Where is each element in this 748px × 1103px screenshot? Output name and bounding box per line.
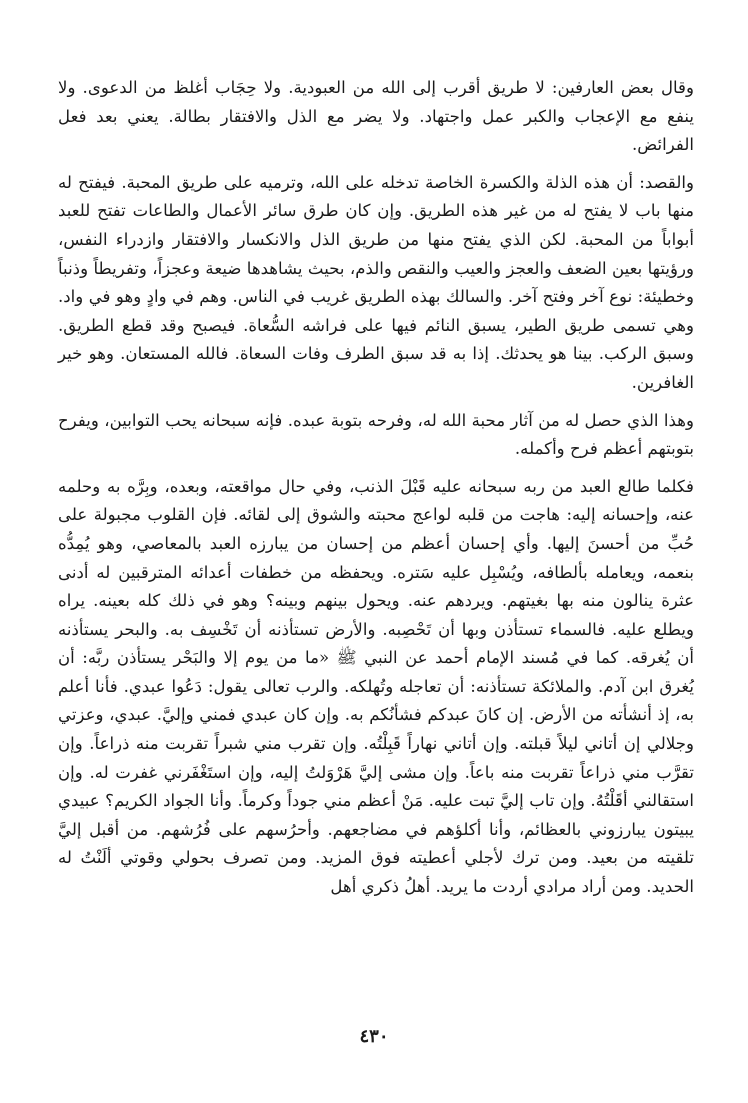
paragraph-2: والقصد: أن هذه الذلة والكسرة الخاصة تدخله على الله، وترميه على طريق المحبة. فيفتح له منها باب لا يفتح له من غير هذه الطريق. وإن كان طرق سائر الأعمال والطاعات تفتح للعبد أبواباً من المحبة. لكن الذي يفتح منها من طريق الذل والانكسار والافتقار وازدراء النفس، ورؤيتها بعين الضعف والعجز والعيب والنقص والذم، بحيث يشاهدها ضيعة وعجزاً، وتفريطاً وذنباً وخطيئة: نوع آخر وفتح آخر. والسالك بهذه الطريق غريب في الناس. وهم في وادٍ وهو في واد. وهي تسمى طريق الطير، يسبق النائم فيها على فراشه السُّعاة. فيصبح وقد قطع الطريق. وسبق الركب. بينا هو يحدثك. إذا به قد سبق الطرف وفات السعاة. فالله المستعان. وهو خير الغافرين. — [58, 172, 694, 392]
paragraph-1: وقال بعض العارفين: لا طريق أقرب إلى الله من العبودية. ولا حِجَاب أغلظ من الدعوى. ولا ينفع مع الإعجاب والكبر عمل واجتهاد. ولا يضر مع الذل والافتقار بطالة. يعني بعد فعل الفرائض. — [58, 78, 694, 155]
page-number: ٤٣٠ — [359, 1026, 389, 1047]
paragraph-4: فكلما طالع العبد من ربه سبحانه عليه قَبْلَ الذنب، وفي حال مواقعته، وبعده، وبِرَّه به وحلمه عنه، وإحسانه إليه: هاجت من قلبه لواعج محبته والشوق إلى لقائه. فإن القلوب مجبولة على حُبِّ من أحسنَ إليها. وأي إحسان أعظم من إحسان من يبارزه العبد بالمعاصي، وهو يُمِدُّه بنعمه، ويعامله بألطافه، ويُسْبِل عليه سَتره. ويحفظه من خطفات أعدائه المترقبين له أدنى عثرة ينالون منه بها بغيتهم. ويردهم عنه. ويحول بينهم وبينه؟ وهو في ذلك كله بعينه. يراه ويطلع عليه. فالسماء تستأذن وبها أن تَحْصِبه. والأرض تستأذنه أن تَخْسِف به. والبحر يستأذنه أن يُغرقه. كما في مُسند الإمام أحمد عن النبي ﷺ «ما من يوم إلا والبَحْر يستأذن ربَّه: أن يُغرق ابن آدم. والملائكة تستأذنه: أن تعاجله وتُهلكه. والرب تعالى يقول: دَعُوا عبدي. فأنا أعلم به، إذ أنشأته من الأرض. إن كانَ عبدكم فشأنُكم به. وإن كان عبدي فمني وإليَّ. عبدي، وعزتي وجلالي إن أتاني ليلاً قبلته. وإن أتاني نهاراً قَبِلْتُه. وإن تقرب مني شبراً تقربت منه ذراعاً. وإن تقرَّب مني ذراعاً تقربت منه باعاً. وإن مشى إليَّ هَرْوَلتُ إليه، وإن استَغْفَرني غفرت له. وإن استقالني أقَلْتُهُ. وإن تاب إليَّ تبت عليه. مَنْ أعظم مني جوداً وكرماً. وأنا الجواد الكريم؟ عبيدي يبيتون يبارزوني بالعظائم، وأنا أكلؤهم في مضاجعهم. وأحرُسهم على فُرُشهم. من أقبل إليَّ تلقيته من بعيد. ومن ترك لأجلي أعطيته فوق المزيد. ومن تصرف بحولي وقوتي ألَنْتُ له الحديد. ومن أراد مرادي أردت ما يريد. أهلُ ذكري أهل — [58, 476, 694, 897]
paragraph-3: وهذا الذي حصل له من آثار محبة الله له، وفرحه بتوبة عبده. فإنه سبحانه يحب التوابين، ويفرح بتوبتهم أعظم فرح وأكمله. — [58, 410, 694, 459]
body-text — [58, 74, 694, 902]
